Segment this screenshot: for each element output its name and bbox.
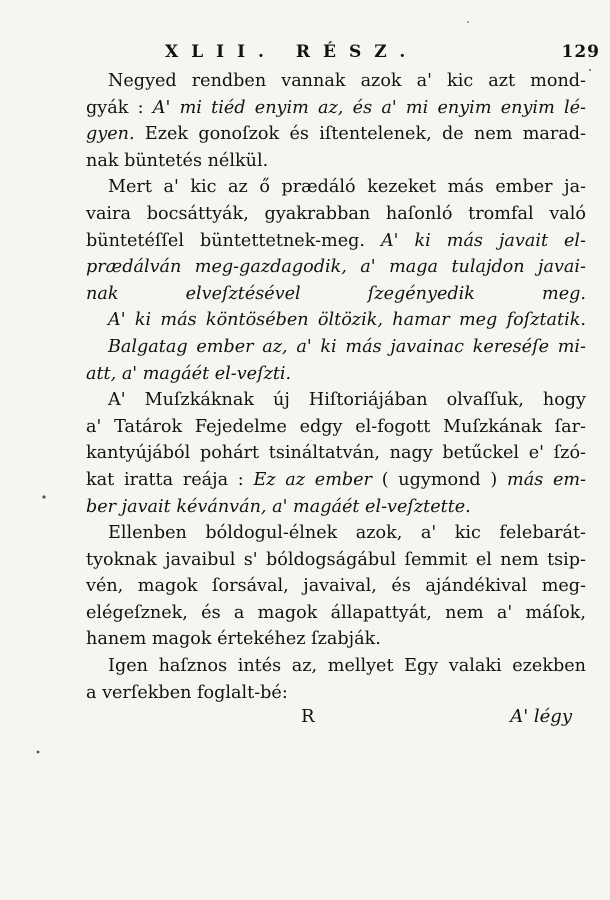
text-line bbox=[86, 680, 586, 707]
signature-mark: R bbox=[301, 706, 315, 728]
text-line bbox=[86, 254, 586, 281]
catchword: A' légy bbox=[510, 706, 572, 728]
text-line bbox=[86, 361, 586, 388]
roman-run: ( ugymond ) bbox=[371, 469, 508, 490]
italic-run: prædálván meg-gazdagodik, a' maga tulajdon javai- bbox=[86, 257, 586, 278]
roman-run: vén, magok ſorsával, javaival, és ajándékival meg- bbox=[86, 576, 586, 597]
roman-run: Igen haſznos intés az, mellyet Egy valaki ezekben bbox=[108, 656, 586, 677]
italic-run: Ez az ember bbox=[253, 469, 372, 490]
roman-run: hanem magok értekéhez ſzabják. bbox=[86, 629, 381, 650]
italic-run: A' ki más javait el- bbox=[380, 230, 586, 251]
roman-run: a' Tatárok Fejedelme edgy el-fogott Muſzkának ſar- bbox=[86, 416, 586, 437]
text-line bbox=[86, 95, 586, 122]
italic-run: Balgatag ember az, a' ki más javainac kereséſe mi- bbox=[108, 336, 586, 357]
italic-run: att, a' magáét el-veſzti. bbox=[86, 363, 292, 384]
text-line bbox=[86, 626, 586, 653]
roman-run: vaira bocsáttyák, gyakrabban haſonló tromfal való bbox=[86, 203, 586, 224]
text-line bbox=[86, 387, 586, 414]
text-line bbox=[86, 174, 586, 201]
body-text bbox=[86, 68, 586, 734]
roman-run: kantyújából pohárt tsináltatván, nagy betűckel e' ſzó- bbox=[86, 443, 586, 464]
text-line bbox=[86, 228, 586, 255]
text-line bbox=[86, 467, 586, 494]
roman-run: elégeſznek, és a magok állapattyát, nem a' máſok, bbox=[86, 602, 586, 623]
roman-run: nak büntetés nélkül. bbox=[86, 150, 269, 171]
text-line bbox=[86, 520, 586, 547]
page-number: 129 bbox=[561, 42, 600, 62]
text-line bbox=[86, 121, 586, 148]
text-line bbox=[86, 600, 586, 627]
roman-run: büntetéſſel büntettetnek-meg. bbox=[86, 230, 381, 251]
text-line bbox=[86, 547, 586, 574]
text-line bbox=[86, 440, 586, 467]
italic-run: nak elveſztésével ſzegényedik meg. bbox=[86, 283, 586, 304]
text-line bbox=[86, 148, 586, 175]
italic-run: gyen. bbox=[86, 124, 135, 145]
roman-run: kat iratta reája : bbox=[86, 469, 254, 490]
roman-run: Negyed rendben vannak azok a' kic azt mond- bbox=[108, 71, 586, 91]
catch-line bbox=[86, 706, 586, 734]
italic-run: A' mi tiéd enyim az, és a' mi enyim enyim lé- bbox=[152, 97, 586, 118]
roman-run: Ezek gonoſzok és iſtentelenek, de nem marad- bbox=[134, 124, 586, 145]
text-line bbox=[86, 653, 586, 680]
text-line bbox=[86, 281, 586, 308]
roman-run: tyoknak javaibul s' bóldogságábul ſemmit el nem tsip- bbox=[86, 549, 586, 570]
roman-run: a verſekben foglalt-bé: bbox=[86, 682, 288, 703]
roman-run: Mert a' kic az ő prædáló kezeket más ember ja- bbox=[108, 177, 586, 198]
text-line bbox=[86, 201, 586, 228]
roman-run: gyák : bbox=[86, 97, 153, 118]
text-line bbox=[86, 494, 586, 521]
text-line bbox=[86, 307, 586, 334]
roman-run: A' Muſzkáknak új Hiſtoriájában olvaſſuk, hogy bbox=[108, 390, 586, 411]
text-line bbox=[86, 573, 586, 600]
text-line bbox=[86, 68, 586, 95]
italic-run: más em- bbox=[507, 469, 586, 490]
italic-run: A' ki más köntösében öltözik, hamar meg foſztatik. bbox=[108, 310, 586, 331]
text-line bbox=[86, 414, 586, 441]
chapter-heading: XLII. RÉSZ. bbox=[165, 42, 419, 62]
text-line bbox=[86, 334, 586, 361]
roman-run: Ellenben bóldogul-élnek azok, a' kic felebarát- bbox=[108, 523, 586, 544]
italic-run: ber javait kévánván, a' magáét el-veſztette. bbox=[86, 496, 471, 517]
